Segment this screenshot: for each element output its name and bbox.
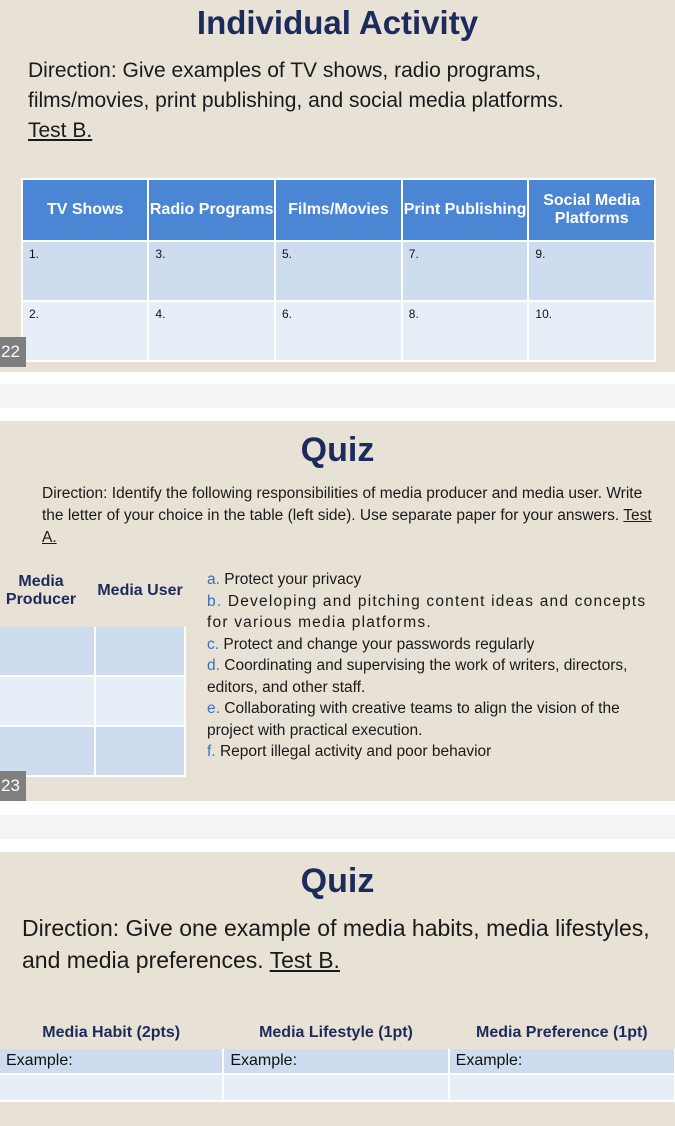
- options-list: [207, 569, 667, 763]
- col-media-habit: Media Habit (2pts): [0, 1018, 223, 1048]
- table-cell[interactable]: 5.: [275, 241, 402, 301]
- option-item: f. Report illegal activity and poor behavior: [207, 743, 492, 760]
- media-habits-table: [0, 1017, 675, 1102]
- col-tv-shows: TV Shows: [22, 179, 148, 241]
- answer-cell[interactable]: [95, 676, 185, 726]
- table-cell[interactable]: Example:: [449, 1048, 675, 1074]
- slide-gap: [0, 815, 675, 839]
- table-cell[interactable]: [0, 1074, 223, 1101]
- direction-text: Direction: Give one example of media habits, media lifestyles, and media preferences.: [22, 915, 650, 973]
- answer-cell[interactable]: [95, 726, 185, 776]
- test-label-text: Test B.: [269, 947, 340, 973]
- direction-text: Direction: Identify the following responsibilities of media producer and media user. Write the letter of your choice in the table (left side). Use separate paper for your answers.: [42, 485, 643, 524]
- option-item: b. Developing and pitching content ideas and concepts for various media platforms.: [207, 592, 647, 631]
- slide-quiz-media-habits: [0, 852, 675, 1126]
- test-label-text: Test B.: [28, 119, 93, 142]
- table-cell[interactable]: Example:: [223, 1048, 448, 1074]
- slide-number: 22: [0, 337, 26, 367]
- test-label: [28, 119, 92, 143]
- col-media-producer: Media Producer: [0, 556, 95, 626]
- table-cell[interactable]: 4.: [148, 301, 275, 361]
- col-media-lifestyle: Media Lifestyle (1pt): [223, 1018, 448, 1048]
- table-cell[interactable]: 10.: [528, 301, 655, 361]
- answer-cell[interactable]: [95, 626, 185, 676]
- answer-cell[interactable]: [0, 726, 95, 776]
- col-media-user: Media User: [95, 556, 185, 626]
- option-item: a. Protect your privacy: [207, 571, 362, 588]
- slide-title: Individual Activity: [196, 4, 479, 41]
- responsibilities-table: [0, 555, 186, 777]
- slide-individual-activity: [0, 0, 675, 372]
- table-cell[interactable]: Example:: [0, 1048, 223, 1074]
- table-cell[interactable]: 8.: [402, 301, 529, 361]
- table-cell[interactable]: 6.: [275, 301, 402, 361]
- table-cell[interactable]: 9.: [528, 241, 655, 301]
- slide-gap: [0, 384, 675, 408]
- col-media-preference: Media Preference (1pt): [449, 1018, 675, 1048]
- col-films-movies: Films/Movies: [275, 179, 402, 241]
- option-item: d. Coordinating and supervising the work of writers, directors, editors, and other staff.: [207, 657, 628, 696]
- answer-cell[interactable]: [0, 626, 95, 676]
- direction-text: Direction: Give examples of TV shows, radio programs, films/movies, print publishing, and social media platforms.: [28, 59, 564, 112]
- slide-title: Quiz: [300, 862, 375, 900]
- slide-title: Quiz: [300, 431, 375, 469]
- slide-direction: [28, 56, 668, 116]
- table-cell[interactable]: [449, 1074, 675, 1101]
- col-print-publishing: Print Publishing: [402, 179, 529, 241]
- option-item: c. Protect and change your passwords regularly: [207, 635, 535, 653]
- answer-cell[interactable]: [0, 676, 95, 726]
- table-cell[interactable]: 7.: [402, 241, 529, 301]
- table-cell[interactable]: [223, 1074, 448, 1101]
- table-cell[interactable]: 2.: [22, 301, 148, 361]
- col-social-media: Social Media Platforms: [528, 179, 655, 241]
- slide-number: 23: [0, 771, 26, 801]
- table-cell[interactable]: 1.: [22, 241, 148, 301]
- media-examples-table: [21, 178, 656, 362]
- test-label-text: Test A.: [42, 507, 652, 546]
- table-cell[interactable]: 3.: [148, 241, 275, 301]
- option-item: e. Collaborating with creative teams to align the vision of the project with practical execution.: [207, 700, 620, 739]
- slide-direction: [42, 483, 667, 549]
- slide-direction: [22, 912, 667, 976]
- col-radio-programs: Radio Programs: [148, 179, 275, 241]
